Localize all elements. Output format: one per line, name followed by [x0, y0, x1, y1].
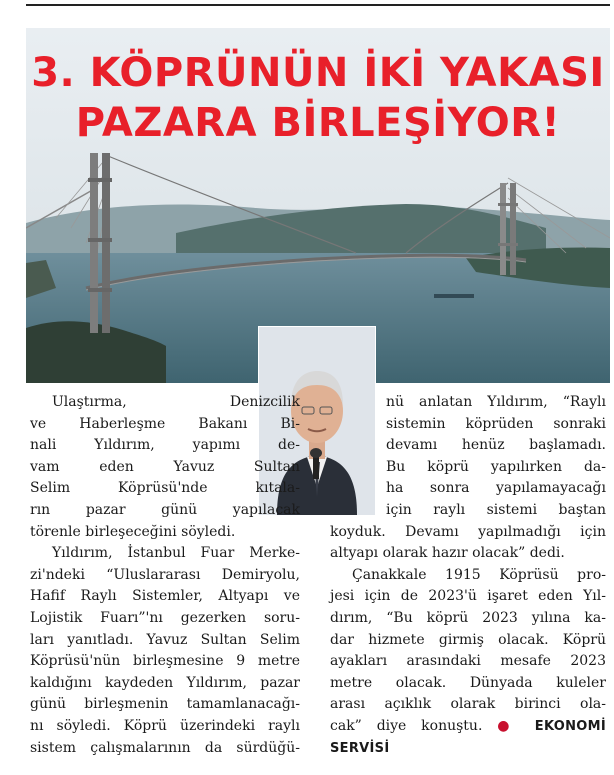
article-line: dar hizmete girmiş olacak. Köprü: [330, 631, 606, 648]
article-line: sistem çalışmalarının da sürdüğü-: [30, 739, 300, 756]
article-line: Ulaştırma, Denizcilik: [52, 394, 300, 410]
headline-line-1: 3. KÖPRÜNÜN İKİ YAKASI: [31, 50, 605, 96]
article-line: dırım, “Bu köprü 2023 yılına ka-: [330, 609, 606, 626]
article-line: ayakları arasındaki mesafe 2023: [330, 653, 606, 670]
article-line: için raylı sistemi baştan: [386, 501, 606, 518]
article-line: vam eden Yavuz Sultan: [30, 458, 300, 475]
byline-part-1: EKONOMİ: [534, 718, 607, 734]
article-line: törenle birleşeceğini söyledi.: [30, 523, 236, 540]
article-line: kaldığını kaydeden Yıldırım, pazar: [30, 674, 300, 691]
article-line: Yıldırım, İstanbul Fuar Merke-: [52, 545, 300, 562]
article-line: günü birleşmenin tamamlanacağı-: [30, 696, 300, 713]
article-line: arası açıklık olarak birinci ola-: [330, 696, 606, 713]
article-line: jesi için de 2023'ü işaret eden Yıl-: [330, 588, 606, 605]
article-line: nı söyledi. Köprü üzerindeki raylı: [30, 717, 300, 734]
article-line: koyduk. Devamı yapılmadığı için: [330, 523, 606, 540]
article-line: metre olacak. Dünyada kuleler: [330, 674, 606, 691]
article-line-with-byline: [330, 716, 606, 738]
article-line: ları yanıtladı. Yavuz Sultan Selim: [30, 631, 300, 648]
article-line: cak” diye konuştu.: [330, 717, 483, 734]
article-line: devamı henüz başlamadı.: [386, 437, 606, 454]
article-line: Lojistik Fuarı”'nı gezerken soru-: [30, 609, 300, 626]
article-line: Hafif Raylı Sistemler, Altyapı ve: [30, 588, 300, 605]
article-line: Bu köprü yapılırken da-: [386, 458, 606, 475]
article-line: nali Yıldırım, yapımı de-: [30, 437, 300, 454]
article-line: ve Haberleşme Bakanı Bi-: [30, 415, 300, 432]
article-line: ha sonra yapılamayacağı: [386, 480, 606, 497]
headline: [26, 48, 610, 148]
article-line: Köprüsü'nün birleşmesine 9 metre: [30, 653, 300, 670]
article-column-2: [330, 392, 606, 759]
article-line: rın pazar günü yapılacak: [30, 501, 300, 518]
article-line: nü anlatan Yıldırım, “Raylı: [386, 394, 606, 410]
article-line: zi'ndeki “Uluslararası Demiryolu,: [30, 566, 300, 583]
byline-part-2: SERVİSİ: [330, 740, 390, 756]
article-line: Çanakkale 1915 Köprüsü pro-: [352, 566, 606, 583]
bullet-icon: ●: [497, 717, 520, 734]
article-line: altyapı olarak hazır olacak” dedi.: [330, 545, 565, 562]
article-line: sistemin köprüden sonraki: [386, 415, 606, 432]
headline-line-2: PAZARA BİRLEŞİYOR!: [75, 100, 561, 146]
top-rule: [26, 4, 610, 6]
article-column-1: [30, 392, 300, 759]
article-line: Selim Köprüsü'nde kıtala-: [30, 480, 300, 497]
